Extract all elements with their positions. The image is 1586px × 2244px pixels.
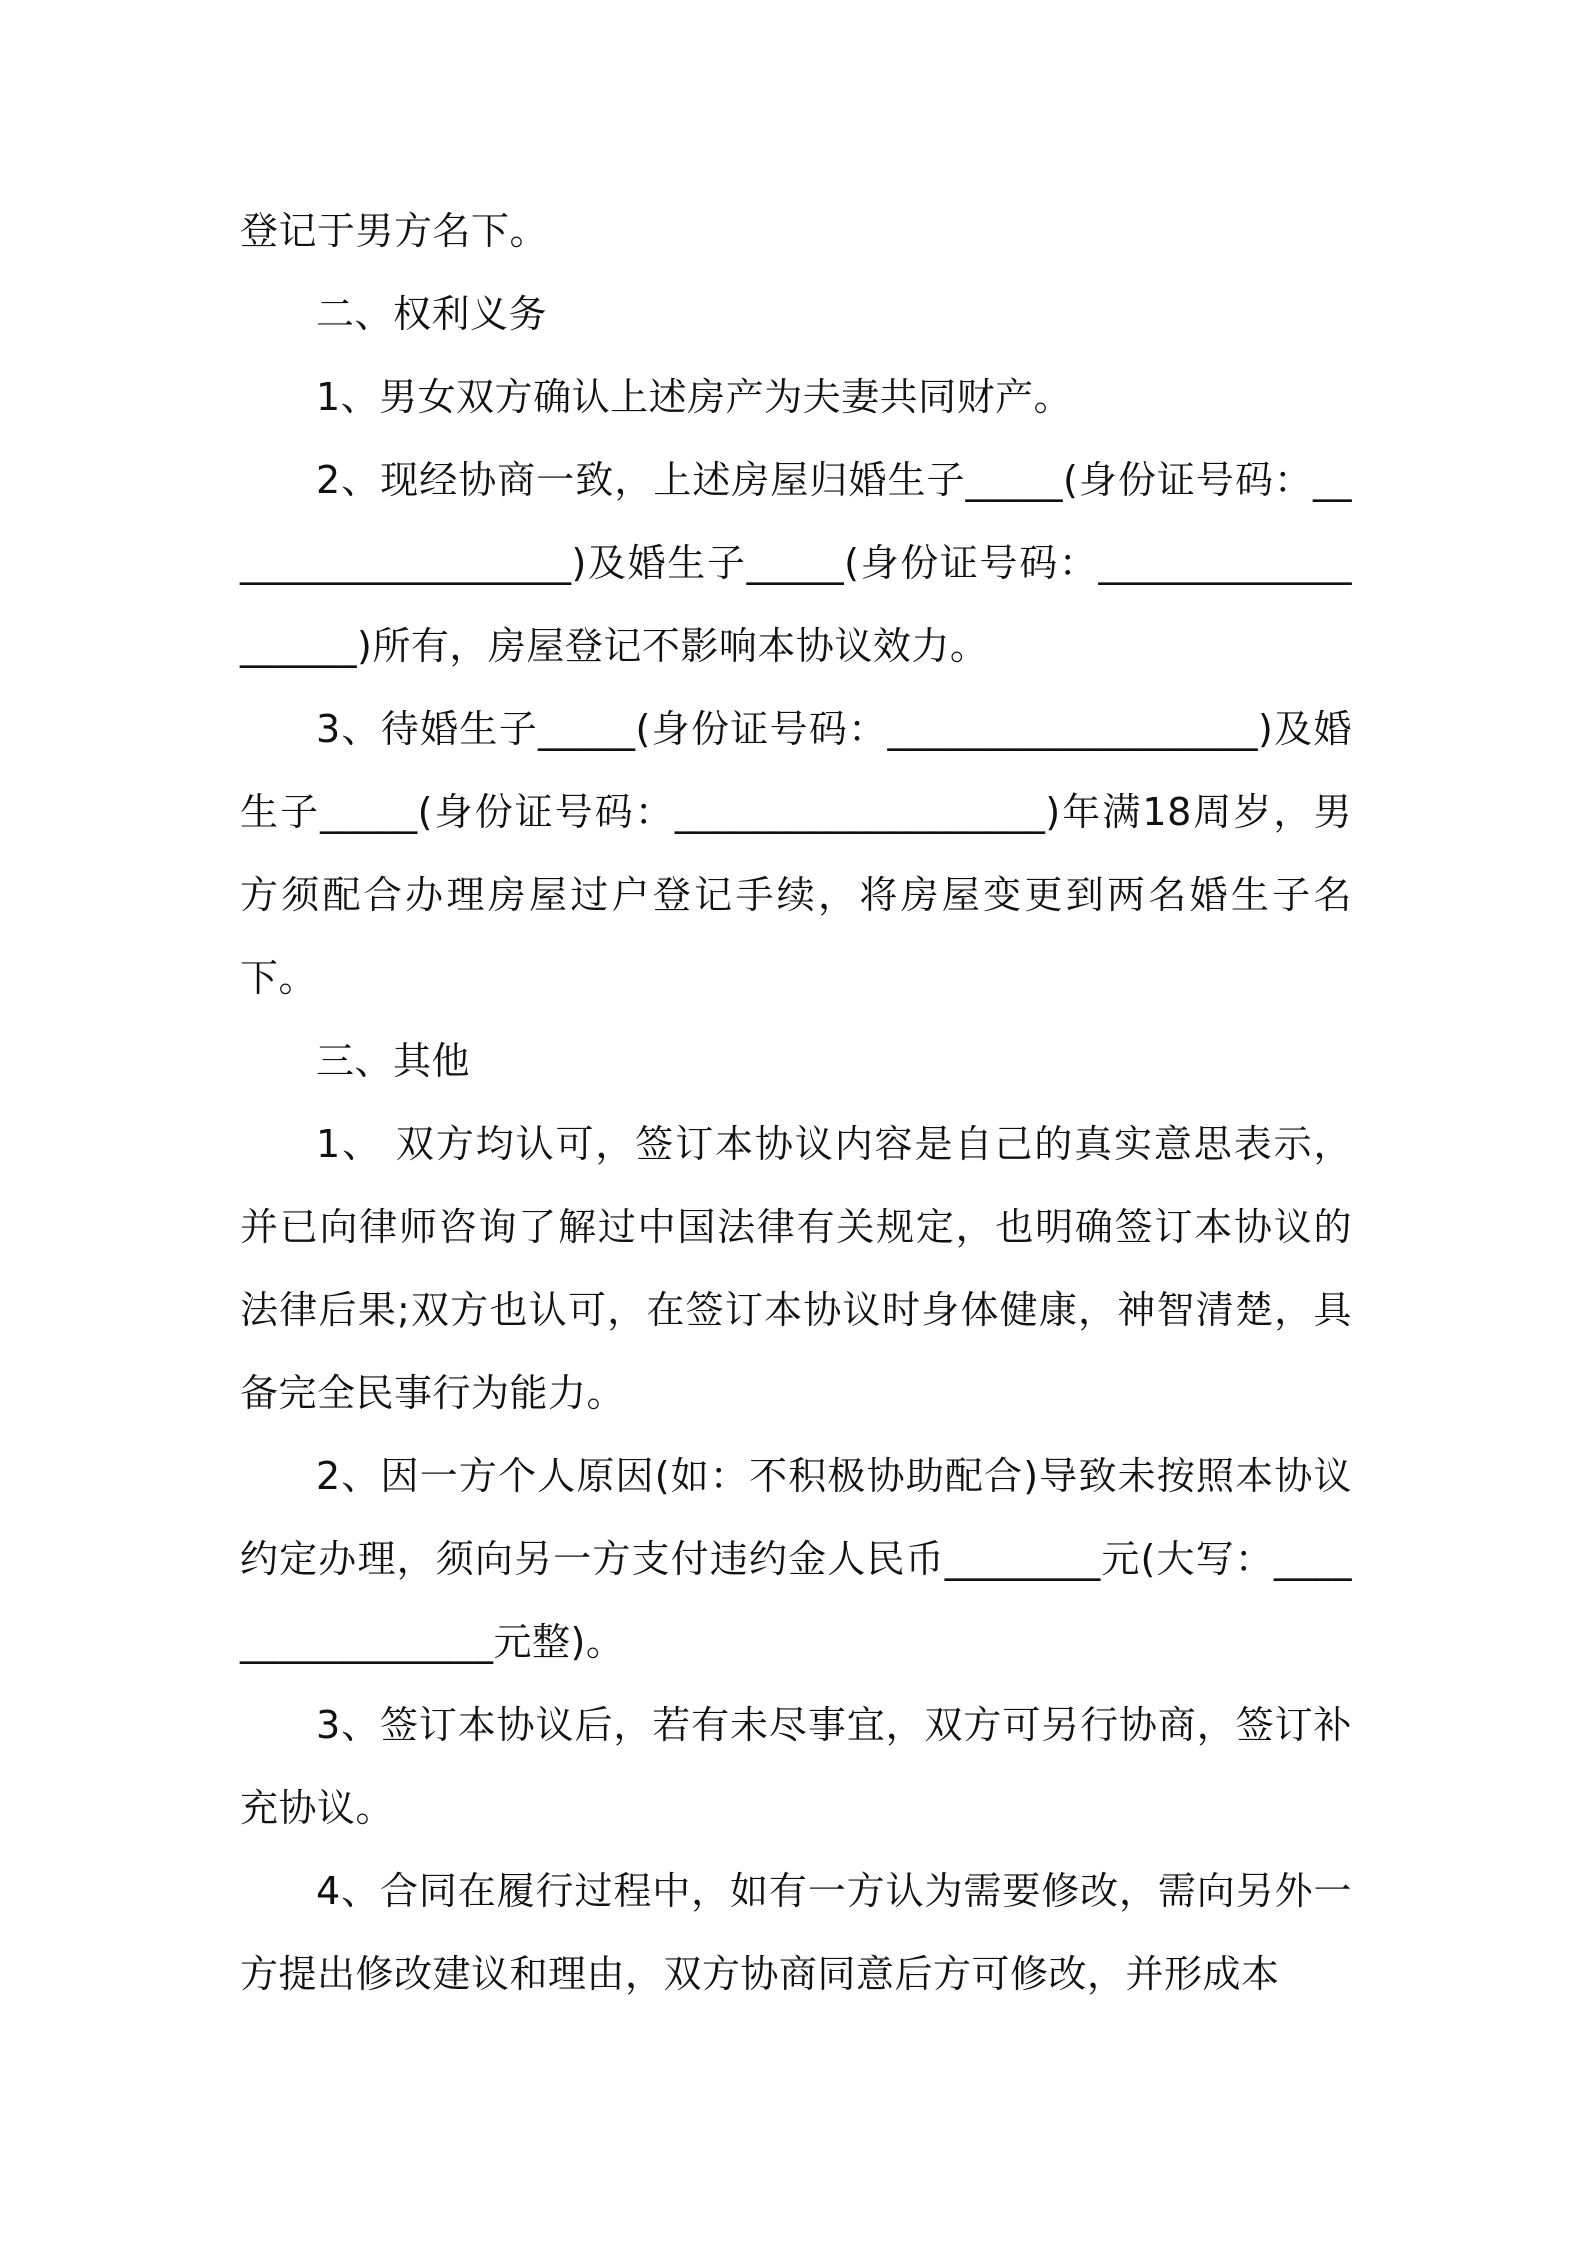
clause-2-1: 1、男女双方确认上述房产为夫妻共同财产。 [316, 375, 1073, 419]
clause-3-1: 1、 双方均认可，签订本协议内容是自己的真实意思表示，并已向律师咨询了解过中国法律有关规定，也明确签订本协议的法律后果;双方也认可，在签订本协议时身体健康，神智清楚，具备完全民事行为能力。 [240, 1122, 1352, 1415]
document-body [240, 190, 1352, 2016]
section-heading-rights-obligations: 二、权利义务 [316, 292, 548, 336]
clause-2-3: 3、待婚生子_____(身份证号码：___________________)及婚生子_____(身份证号码：___________________)年满18周岁，男方须配合办理房屋过户登记手续，将房屋变更到两名婚生子名下。 [240, 707, 1352, 1000]
clause-3-3: 3、签订本协议后，若有未尽事宜，双方可另行协商，签订补充协议。 [240, 1703, 1352, 1830]
clause-3-2: 2、因一方个人原因(如：不积极协助配合)导致未按照本协议约定办理，须向另一方支付违约金人民币________元(大写：_________________元整)。 [240, 1454, 1352, 1664]
clause-2-2: 2、现经协商一致，上述房屋归婚生子_____(身份证号码：___________________)及婚生子_____(身份证号码：___________________)所有，房屋登记不影响本协议效力。 [240, 458, 1352, 668]
paragraph-continuation: 登记于男方名下。 [240, 209, 549, 253]
section-heading-other: 三、其他 [316, 1039, 471, 1083]
clause-3-4: 4、合同在履行过程中，如有一方认为需要修改，需向另外一方提出修改建议和理由，双方协商同意后方可修改，并形成本 [240, 1869, 1352, 1996]
